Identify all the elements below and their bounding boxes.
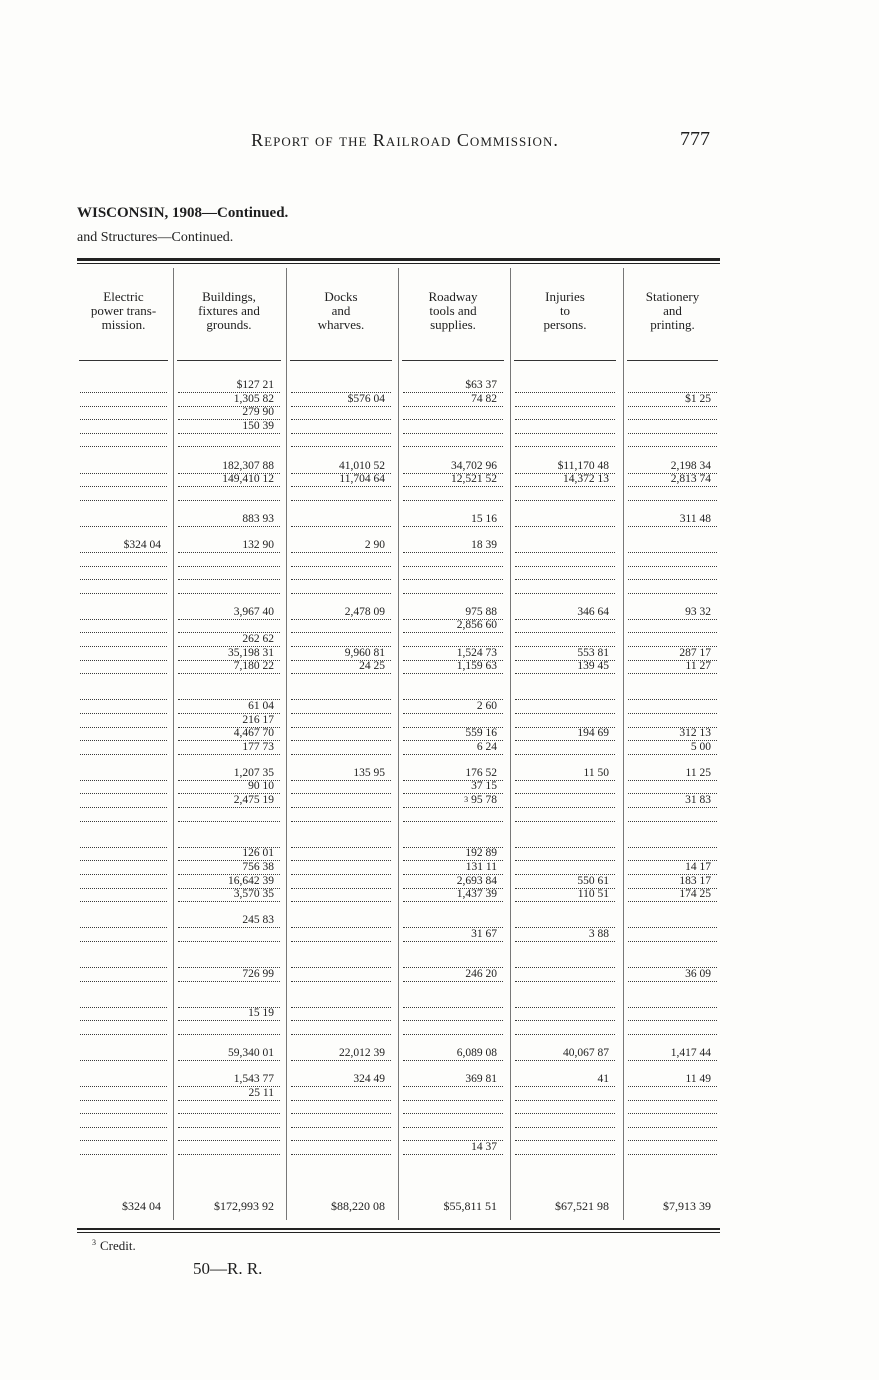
table-cell-injuries xyxy=(515,486,615,501)
table-cell-injuries xyxy=(515,1140,615,1155)
table-cell-injuries: 553 81 xyxy=(515,646,615,661)
subtitle-state-year: WISCONSIN, 1908—Continued. xyxy=(77,205,289,221)
column-header-line: and xyxy=(331,303,351,318)
table-cell-roadway: 37 15 xyxy=(403,779,503,794)
table-cell-stationery: 2,813 74 xyxy=(628,472,717,487)
table-cell-electric xyxy=(80,927,167,942)
table-cell-roadway: 246 20 xyxy=(403,967,503,982)
table-cell-electric xyxy=(80,1140,167,1155)
table-cell-buildings: $127 21 xyxy=(178,378,280,393)
table-cell-stationery: 36 09 xyxy=(628,967,717,982)
table-cell-stationery xyxy=(628,486,717,501)
running-title: Report of the Railroad Commission. xyxy=(251,130,559,150)
table-cell-roadway: 176 52 xyxy=(403,766,503,781)
table-cell-buildings xyxy=(178,927,280,942)
table-cell-roadway: $63 37 xyxy=(403,378,503,393)
total-electric: $324 04 xyxy=(122,1199,161,1213)
subtitle-section: and Structures—Continued. xyxy=(77,230,234,245)
table-cell-docks: 324 49 xyxy=(291,1072,391,1087)
table-cell-injuries: 41 xyxy=(515,1072,615,1087)
column-divider xyxy=(286,268,287,1220)
column-header-line: Stationery xyxy=(645,289,700,304)
column-header-line: fixtures and xyxy=(198,303,260,318)
table-cell-buildings: 61 04 xyxy=(178,699,280,714)
table-cell-injuries xyxy=(515,432,615,447)
column-header-line: Buildings, xyxy=(202,289,256,304)
table-cell-injuries xyxy=(515,967,615,982)
column-header-line: printing. xyxy=(650,317,695,332)
table-cell-stationery: 11 27 xyxy=(628,659,717,674)
table-cell-electric xyxy=(80,807,167,822)
table-cell-buildings: 3,570 35 xyxy=(178,887,280,902)
table-cell-roadway: 74 82 xyxy=(403,392,503,407)
table-bottom-rule xyxy=(77,1228,720,1230)
table-cell-electric xyxy=(80,579,167,594)
table-cell-buildings: 132 90 xyxy=(178,538,280,553)
table-cell-roadway: 31 67 xyxy=(403,927,503,942)
table-cell-electric xyxy=(80,967,167,982)
table-cell-buildings: 150 39 xyxy=(178,419,280,434)
table-cell-stationery: 5 00 xyxy=(628,740,717,755)
table-cell-docks xyxy=(291,740,391,755)
table-cell-roadway: 1,524 73 xyxy=(403,646,503,661)
column-divider xyxy=(623,268,624,1220)
table-cell-docks xyxy=(291,927,391,942)
table-cell-stationery: 174 25 xyxy=(628,887,717,902)
table-cell-stationery: $1 25 xyxy=(628,392,717,407)
credit-mark: 3 xyxy=(464,795,469,804)
table-cell-docks: 135 95 xyxy=(291,766,391,781)
total-stationery: $7,913 39 xyxy=(663,1199,711,1213)
table-cell-docks xyxy=(291,1020,391,1035)
table-cell-electric xyxy=(80,659,167,674)
table-cell-buildings: 279 90 xyxy=(178,405,280,420)
table-cell-roadway: 15 16 xyxy=(403,512,503,527)
table-cell-injuries: 550 61 xyxy=(515,874,615,889)
table-cell-roadway: 1,159 63 xyxy=(403,659,503,674)
table-cell-injuries: 194 69 xyxy=(515,726,615,741)
column-header-rule xyxy=(514,360,616,361)
table-cell-roadway: 975 88 xyxy=(403,605,503,620)
total-docks: $88,220 08 xyxy=(331,1199,385,1213)
table-cell-roadway: 131 11 xyxy=(403,860,503,875)
table-cell-stationery xyxy=(628,579,717,594)
table-cell-roadway: 6,089 08 xyxy=(403,1046,503,1061)
table-cell-injuries xyxy=(515,1020,615,1035)
column-header-rule xyxy=(177,360,281,361)
table-cell-docks xyxy=(291,486,391,501)
table-cell-injuries xyxy=(515,740,615,755)
table-cell-roadway xyxy=(403,1020,503,1035)
table-cell-buildings xyxy=(178,807,280,822)
table-cell-buildings: 182,307 88 xyxy=(178,459,280,474)
column-header-line: tools and xyxy=(429,303,477,318)
table-cell-docks: 9,960 81 xyxy=(291,646,391,661)
column-header-line: supplies. xyxy=(430,317,476,332)
table-cell-roadway: 6 24 xyxy=(403,740,503,755)
table-cell-buildings xyxy=(178,432,280,447)
column-divider xyxy=(398,268,399,1220)
table-cell-roadway: 2 60 xyxy=(403,699,503,714)
table-cell-electric xyxy=(80,1046,167,1061)
table-cell-stationery: 31 83 xyxy=(628,793,717,808)
column-header-line: mission. xyxy=(101,317,146,332)
table-cell-buildings xyxy=(178,486,280,501)
table-cell-buildings xyxy=(178,1140,280,1155)
table-cell-docks xyxy=(291,967,391,982)
table-cell-docks xyxy=(291,512,391,527)
cell-value: 95 78 xyxy=(471,794,497,806)
table-cell-buildings: 16,642 39 xyxy=(178,874,280,889)
column-header-injuries xyxy=(512,290,618,332)
table-cell-buildings: 756 38 xyxy=(178,860,280,875)
table-bottom-rule-thin xyxy=(77,1232,720,1233)
table-cell-stationery xyxy=(628,1020,717,1035)
table-cell-buildings: 149,410 12 xyxy=(178,472,280,487)
table-cell-injuries: 110 51 xyxy=(515,887,615,902)
table-cell-injuries: 11 50 xyxy=(515,766,615,781)
table-cell-electric xyxy=(80,740,167,755)
table-cell-stationery: 183 17 xyxy=(628,874,717,889)
table-cell-roadway: 1,437 39 xyxy=(403,887,503,902)
table-cell-stationery xyxy=(628,927,717,942)
table-cell-injuries: $11,170 48 xyxy=(515,459,615,474)
table-cell-roadway: 12,521 52 xyxy=(403,472,503,487)
table-cell-roadway xyxy=(403,486,503,501)
table-cell-docks: $576 04 xyxy=(291,392,391,407)
table-cell-roadway: 369 81 xyxy=(403,1072,503,1087)
table-cell-electric xyxy=(80,486,167,501)
table-cell-electric: $324 04 xyxy=(80,538,167,553)
column-header-line: and xyxy=(663,303,682,318)
table-cell-buildings: 883 93 xyxy=(178,512,280,527)
column-header-line: wharves. xyxy=(317,317,365,332)
column-header-line: grounds. xyxy=(206,317,252,332)
column-header-rule xyxy=(627,360,718,361)
signature-mark: 50—R. R. xyxy=(193,1259,263,1278)
table-cell-docks xyxy=(291,807,391,822)
column-header-line: persons. xyxy=(543,317,587,332)
table-cell-buildings: 25 11 xyxy=(178,1086,280,1101)
table-cell-roadway: 559 16 xyxy=(403,726,503,741)
table-cell-electric xyxy=(80,1020,167,1035)
table-cell-roadway xyxy=(403,432,503,447)
table-cell-electric xyxy=(80,432,167,447)
column-header-rule xyxy=(402,360,504,361)
column-divider xyxy=(173,268,174,1220)
page-number: 777 xyxy=(680,128,710,150)
table-cell-buildings: 90 10 xyxy=(178,779,280,794)
table-cell-docks xyxy=(291,1140,391,1155)
table-cell-electric xyxy=(80,512,167,527)
table-cell-docks: 41,010 52 xyxy=(291,459,391,474)
table-cell-buildings: 3,967 40 xyxy=(178,605,280,620)
table-cell-buildings: 1,543 77 xyxy=(178,1072,280,1087)
footnote xyxy=(92,1238,136,1254)
table-cell-buildings: 7,180 22 xyxy=(178,659,280,674)
column-header-line: Electric xyxy=(103,289,144,304)
table-cell-docks xyxy=(291,887,391,902)
column-header-roadway xyxy=(400,290,506,332)
table-cell-buildings xyxy=(178,1020,280,1035)
column-header-rule xyxy=(79,360,168,361)
column-header-line: Docks xyxy=(324,289,358,304)
total-buildings: $172,993 92 xyxy=(214,1199,274,1213)
table-cell-roadway: 2,693 84 xyxy=(403,874,503,889)
table-cell-docks: 2 90 xyxy=(291,538,391,553)
table-cell-stationery: 287 17 xyxy=(628,646,717,661)
table-cell-stationery: 311 48 xyxy=(628,512,717,527)
table-cell-docks: 11,704 64 xyxy=(291,472,391,487)
table-cell-injuries xyxy=(515,512,615,527)
table-cell-injuries: 3 88 xyxy=(515,927,615,942)
table-cell-buildings: 245 83 xyxy=(178,913,280,928)
table-cell-buildings: 1,305 82 xyxy=(178,392,280,407)
table-cell-roadway: 18 39 xyxy=(403,538,503,553)
table-cell-buildings: 2,475 19 xyxy=(178,793,280,808)
table-cell-roadway xyxy=(403,807,503,822)
table-cell-injuries: 40,067 87 xyxy=(515,1046,615,1061)
table-cell-buildings: 35,198 31 xyxy=(178,646,280,661)
table-cell-buildings: 216 17 xyxy=(178,713,280,728)
footnote-mark: 3 xyxy=(92,1238,96,1247)
column-header-line: power trans- xyxy=(90,303,157,318)
table-cell-injuries: 139 45 xyxy=(515,659,615,674)
table-cell-injuries: 14,372 13 xyxy=(515,472,615,487)
table-cell-stationery: 93 32 xyxy=(628,605,717,620)
table-cell-stationery xyxy=(628,432,717,447)
table-cell-buildings xyxy=(178,579,280,594)
table-cell-stationery: 1,417 44 xyxy=(628,1046,717,1061)
table-cell-docks: 2,478 09 xyxy=(291,605,391,620)
total-roadway: $55,811 51 xyxy=(443,1199,497,1213)
column-header-line: Injuries xyxy=(545,289,585,304)
table-cell-roadway: 192 89 xyxy=(403,846,503,861)
column-divider xyxy=(510,268,511,1220)
column-header-line: Roadway xyxy=(428,289,478,304)
table-cell-buildings: 59,340 01 xyxy=(178,1046,280,1061)
table-cell-buildings: 262 62 xyxy=(178,632,280,647)
table-cell-roadway: 34,702 96 xyxy=(403,459,503,474)
table-cell-stationery: 11 25 xyxy=(628,766,717,781)
table-cell-injuries xyxy=(515,579,615,594)
footnote-text: Credit. xyxy=(100,1238,136,1253)
table-cell-buildings: 4,467 70 xyxy=(178,726,280,741)
table-top-rule xyxy=(77,258,720,261)
table-cell-injuries: 346 64 xyxy=(515,605,615,620)
table-cell-buildings: 726 99 xyxy=(178,967,280,982)
table-cell-buildings: 1,207 35 xyxy=(178,766,280,781)
table-cell-docks: 24 25 xyxy=(291,659,391,674)
table-top-rule-thin xyxy=(77,263,720,264)
column-header-line: to xyxy=(559,303,571,318)
column-header-rule xyxy=(290,360,392,361)
table-cell-stationery: 312 13 xyxy=(628,726,717,741)
table-cell-injuries xyxy=(515,807,615,822)
table-cell-stationery: 2,198 34 xyxy=(628,459,717,474)
total-injuries: $67,521 98 xyxy=(555,1199,609,1213)
column-header-stationery xyxy=(625,290,720,332)
table-cell-docks xyxy=(291,432,391,447)
table-cell-stationery xyxy=(628,1140,717,1155)
table-cell-electric xyxy=(80,887,167,902)
table-cell-roadway xyxy=(403,579,503,594)
column-header-electric xyxy=(77,290,170,332)
table-cell-roadway: 2,856 60 xyxy=(403,618,503,633)
table-cell-docks xyxy=(291,579,391,594)
table-cell-docks: 22,012 39 xyxy=(291,1046,391,1061)
column-header-buildings xyxy=(175,290,283,332)
table-cell-buildings: 126 01 xyxy=(178,846,280,861)
table-cell-buildings: 177 73 xyxy=(178,740,280,755)
table-cell-stationery: 11 49 xyxy=(628,1072,717,1087)
table-cell-stationery: 14 17 xyxy=(628,860,717,875)
column-header-docks xyxy=(288,290,394,332)
table-cell-roadway: 14 37 xyxy=(403,1140,503,1155)
table-cell-buildings: 15 19 xyxy=(178,1006,280,1021)
table-cell-stationery xyxy=(628,807,717,822)
